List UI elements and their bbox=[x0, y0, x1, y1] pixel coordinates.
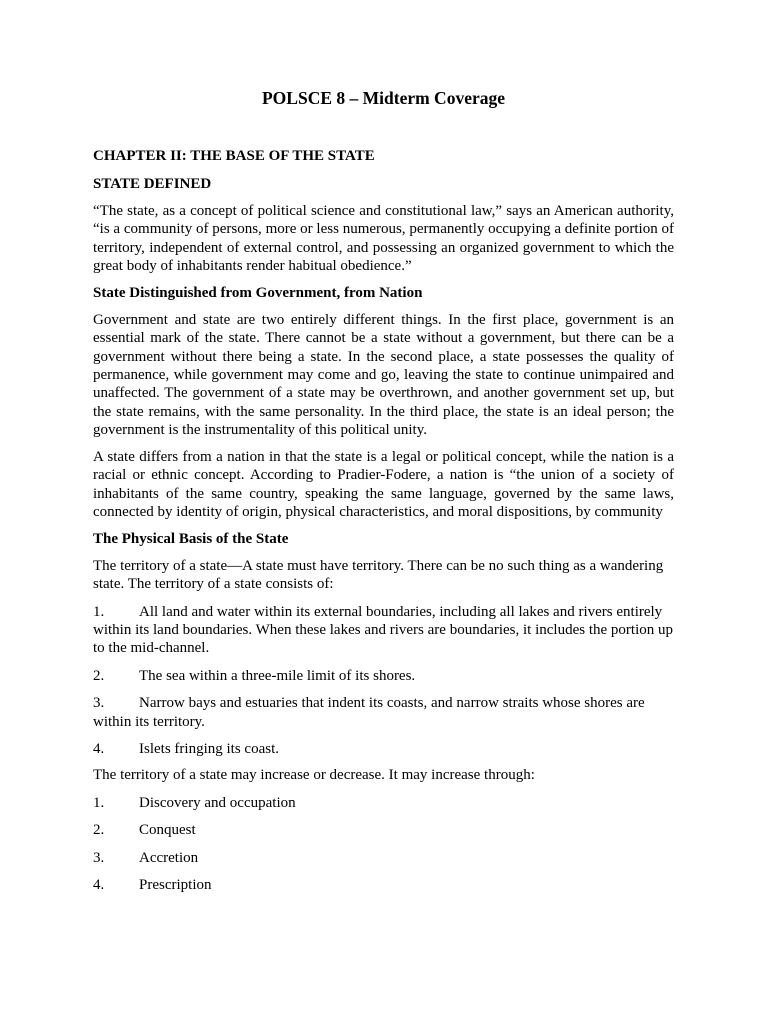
list-item-number: 2. bbox=[93, 667, 105, 684]
list-item-text: Islets fringing its coast. bbox=[139, 740, 279, 757]
distinguished-heading: State Distinguished from Government, from Nation bbox=[93, 285, 423, 302]
list-item-number: 1. bbox=[93, 603, 105, 620]
increase-list-item bbox=[93, 849, 674, 867]
list-item-text: Accretion bbox=[139, 849, 199, 866]
increase-intro-paragraph: The territory of a state may increase or decrease. It may increase through: bbox=[93, 767, 535, 784]
physical-basis-heading: The Physical Basis of the State bbox=[93, 531, 289, 548]
territory-list-item bbox=[93, 603, 674, 658]
list-item-text: Conquest bbox=[139, 822, 196, 839]
nation-paragraph: A state differs from a nation in that the state is a legal or political concept, while the nation is a racial or ethnic concept. According to Pradier-Fodere, a nation is “the union of a society of inhabitants of the same country, speaking the same language, governed by the same laws, connected by identity of origin, physical characteristics, and moral dispositions, by community bbox=[93, 448, 674, 520]
territory-list-item bbox=[93, 740, 674, 758]
territory-list-item bbox=[93, 694, 674, 731]
state-defined-heading: STATE DEFINED bbox=[93, 176, 212, 193]
page-content bbox=[93, 87, 674, 894]
list-item-number: 3. bbox=[93, 695, 105, 712]
list-item-text: Narrow bays and estuaries that indent its coasts, and narrow straits whose shores are within its territory. bbox=[93, 695, 645, 730]
state-defined-paragraph: “The state, as a concept of political science and constitutional law,” says an American authority, “is a community of persons, more or less numerous, permanently occupying a definite portion of territory, independent of external control, and possessing an organized government to which the great body of inhabitants render habitual obedience.” bbox=[93, 202, 674, 275]
list-item-number: 2. bbox=[93, 822, 105, 839]
document-title: POLSCE 8 – Midterm Coverage bbox=[261, 88, 505, 108]
list-item-text: Prescription bbox=[139, 877, 212, 893]
territory-intro-paragraph: The territory of a state—A state must have territory. There can be no such thing as a wandering state. The territory of a state consists of: bbox=[93, 557, 664, 593]
list-item-text: Discovery and occupation bbox=[139, 794, 296, 811]
territory-list-item bbox=[93, 667, 674, 685]
increase-list-item bbox=[93, 876, 674, 894]
list-item-number: 3. bbox=[93, 849, 105, 866]
list-item-text: All land and water within its external boundaries, including all lakes and rivers entirely within its land boundaries. When these lakes and rivers are boundaries, it includes the portion up to the mid-channel. bbox=[93, 603, 673, 657]
list-item-text: The sea within a three-mile limit of its shores. bbox=[139, 667, 416, 684]
list-item-number: 4. bbox=[93, 877, 105, 893]
list-item-number: 1. bbox=[93, 794, 105, 811]
chapter-heading: CHAPTER II: THE BASE OF THE STATE bbox=[93, 148, 375, 164]
list-item-number: 4. bbox=[93, 740, 105, 757]
increase-list-item bbox=[93, 821, 674, 839]
government-paragraph: Government and state are two entirely different things. In the first place, government is an essential mark of the state. There cannot be a state without a government, but there can be a government without there being a state. In the second place, a state possesses the quality of permanence, while government may come and go, leaving the state to continue unimpaired and unaffected. The government of a state may be overthrown, and another government set up, but the state remains, with the same personality. In the third place, the state is an ideal person; the government is the instrumentality of this political unity. bbox=[93, 311, 674, 439]
increase-list-item bbox=[93, 794, 674, 812]
